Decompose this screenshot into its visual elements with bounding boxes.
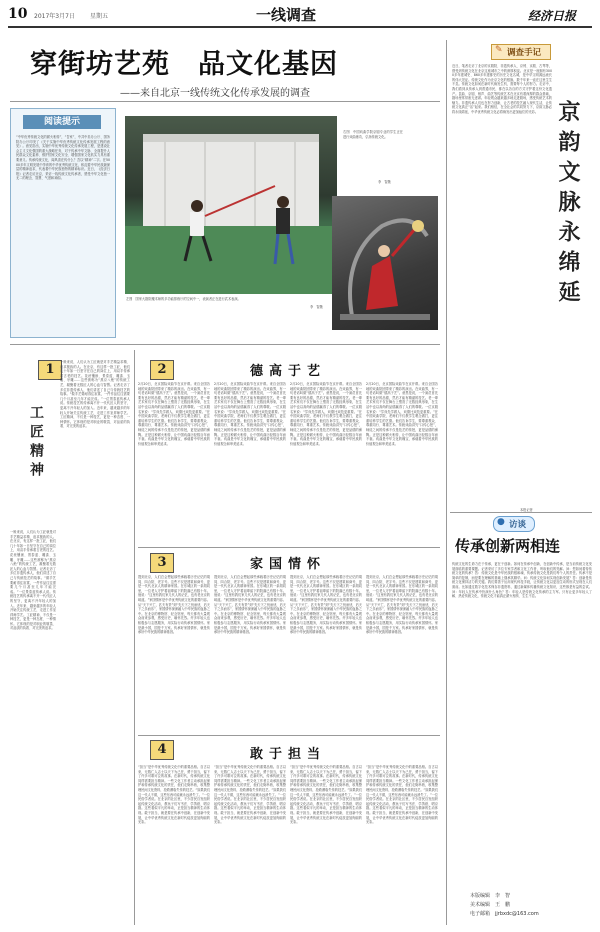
section-4-text-d: “担当”是中华优秀传统文化中的重要品格。自古以来，无数仁人志士以天下为己任，勇于担当，留下了许多可歌可泣的故事。在新时代，传承传统文化同样需要担当精神。一些文化工作者主动承担起保护和传承传统文化的责任，他们走街串巷，收集整理民间文化资料，抢救濒临失传的技艺。“如果我们这一代人不做，这些东西可能就永远消失了。”一位民俗学者说。在北京的社区里，不少居民自发组织起传统文化活动，教孩子们写书法、学剪纸、唱京剧。这些看似平凡的举动，正是担当精神的生动体现。敢于担当，就是要在传承中创新，在创新中发展，让中华优秀传统文化在新时代绽放更加绚丽的光彩。: [366, 765, 438, 825]
pen-icon: ✎: [495, 45, 503, 55]
reading-tips-text: “中华优秀传统文化的薪火相传”，“吾家”，中共中央办公厅、国务院办公厅印发了《关于实施中华优秀传统文化传承发展工程的意见》。意见指出，实施中华优秀传统文化传承发展工程，是建设社会主义文化强国的重大战略任务，对于传承中华文脉、全面提升人民群众文化素养、维护国家文化安全、增强国家文化软实力具有重要意义。传承传统文化，闻风喜在传什么？吾以“精神”二字。在5000多年文明发展中孕育的中华优秀传统文化，积淀着中华民族最深层的精神追求，代表着中华民族独特的精神标识。近日，《经济日报》记者走访北京，采访一线传统文化传承者，感受中华文化独一无二的理念、智慧、气度和神韵。: [16, 135, 110, 181]
section-2-title: 德高于艺: [250, 364, 327, 379]
column-title: 京韵文脉永绵延: [555, 100, 581, 310]
section-3-number: 3: [150, 553, 174, 573]
footer-credits: [470, 892, 590, 928]
divider-section-2-3: [138, 547, 440, 548]
photo-main-caption: 左图 国家大剧院魔术师的多功能排练厅的空间中一，表演者正在进行武术表演。: [126, 297, 241, 301]
art-editor-label: 美术编辑: [470, 902, 491, 908]
section-2-number: 2: [150, 360, 174, 380]
section-3-title: 家国情怀: [250, 557, 327, 572]
divider-section-3-4: [138, 735, 440, 736]
divider-above-sections: [10, 344, 440, 345]
section-4-text-c: “担当”是中华优秀传统文化中的重要品格。自古以来，无数仁人志士以天下为己任，勇于担当，留下了许多可歌可泣的故事。在新时代，传承传统文化同样需要担当精神。一些文化工作者主动承担起保护和传承传统文化的责任，他们走街串巷，收集整理民间文化资料，抢救濒临失传的技艺。“如果我们这一代人不做，这些东西可能就永远消失了。”一位民俗学者说。在北京的社区里，不少居民自发组织起传统文化活动，教孩子们写书法、学剪纸、唱京剧。这些看似平凡的举动，正是担当精神的生动体现。敢于担当，就是要在传承中创新，在创新中发展，让中华优秀传统文化在新时代绽放更加绚丽的光彩。: [290, 765, 362, 825]
section-4-number: 4: [150, 740, 174, 760]
photo-right-caption: 右图 中国戏曲学院京剧专业的学生正在进行戏曲练功，弘扬传统文化。: [343, 130, 403, 139]
email-label: 电子邮箱: [470, 911, 491, 917]
section-2-text-b: 2月20日，北京国际戏曲节在京开幕。来自全国各地的戏曲院团带来了精彩的演出。在戏曲界，有一句老话叫做“德高于艺”。意思是说，一个演员首先要有良好的品德，然后才能有精湛的技艺。老一辈艺术家们不仅在舞台上塑造了无数经典形象，在生活中也以高尚的品德赢得了人们的尊敬。一位京剧名家说：“学戏先学做人，戏德比戏技更重要。”在中国戏曲学院，老师们不仅教学生唱念做打，更注重培养学生的艺德。他们告诉学生，要尊重观众、尊重同行、尊重艺术。传统戏曲讲究“口传心授”，师徒之间的传承不仅是技艺的传授，更是品德的熏陶。正是这种薪火相传，让中国戏曲历经数百年而不衰。戏曲是中华文化的瑰宝，承载着中华民族的价值观念和审美追求。: [214, 382, 286, 446]
section-2-text-c: 2月20日，北京国际戏曲节在京开幕。来自全国各地的戏曲院团带来了精彩的演出。在戏曲界，有一句老话叫做“德高于艺”。意思是说，一个演员首先要有良好的品德，然后才能有精湛的技艺。老一辈艺术家们不仅在舞台上塑造了无数经典形象，在生活中也以高尚的品德赢得了人们的尊敬。一位京剧名家说：“学戏先学做人，戏德比戏技更重要。”在中国戏曲学院，老师们不仅教学生唱念做打，更注重培养学生的艺德。他们告诉学生，要尊重观众、尊重同行、尊重艺术。传统戏曲讲究“口传心授”，师徒之间的传承不仅是技艺的传授，更是品德的熏陶。正是这种薪火相传，让中国戏曲历经数百年而不衰。戏曲是中华文化的瑰宝，承载着中华民族的价值观念和审美追求。: [290, 382, 362, 446]
interview-title: 传承创新两相连: [455, 537, 561, 555]
divider-section-left: [134, 350, 135, 925]
editor-name: 李 智: [495, 893, 511, 899]
interview-text: 传统文化的生命力在于传承，更在于创新。如何在传承中创新，在创新中传承，是当前传统文化发展面临的重要课题。记者采访了多位专家学者和文化工作者，听取他们的见解。问：您如何看待传统文化的传承？答：传统文化是中华民族的根和魂，传承传统文化是我们每个人的责任。传承不是简单的复制，而是要在理解的基础上继承其精华。问：传统文化如何实现创新发展？答：创新是传统文化保持活力的关键。我们要善于运用现代科技手段，让传统文化以更加生动的形式呈现在人们面前。比如通过数字化技术保存非遗资料，通过新媒体传播传统文化知识，这些都是有益的尝试。问：年轻人在传承中扮演什么角色？答：年轻人是传统文化传承的主力军。只有让更多年轻人了解、热爱传统文化，传统文化才能真正薪火相传、生生不息。: [452, 562, 592, 599]
photo-right-credit: 李 智摄: [378, 180, 391, 184]
column-text: 近日，笔者走访了北京的京剧院、非遗传承人、京绣、京剧、古琴等，感受到传统文化在北京这座城市之中的深厚积淀。北京是一座拥有3000多年建城史、860多年建都史的历史文化名城，是中华文明源远流长的伟大见证。传统文化作为北京文化的根脉，数千年来一直在这里生生不息。传统文化如何在新时代焕发生机，需要每个人的努力。走访中，我们看到从传承人到普通市民，都在以各自的方式守护着这份文化遗产。昆曲、京剧、相声、曲艺等传统艺术在北京有着深厚的群众基础，剧场里常常座无虚席。年轻观众越来越多地走进剧场，感受传统艺术的魅力。非遗传承人们也在努力创新，让古老的技艺融入现代生活，让传统文化真正“活”起来。我们相信，在全社会的共同努力下，京韵文脉必将永续绵延，中华优秀传统文化必将焕发出更加灿烂的光彩。: [452, 64, 552, 114]
reading-tips-box: [10, 108, 116, 338]
section-4-title: 敢于担当: [250, 747, 327, 762]
interview-label-text: 访谈: [509, 520, 527, 530]
section-3-text-d: 提到北京，人们总会想起那些承载着历史记忆的胡同、四合院、老字号。这些不仅是建筑和商号，更是一代代北京人的精神家园。在东城区的一条胡同里，一位老人守护着祖辈留下的院落已有数十年。他说：“这里有我们家几代人的记忆，也有老北京的味道。”家国情怀是中华优秀传统文化的重要内容。从“天下兴亡，匹夫有责”到“先天下之忧而忧，后天下之乐而乐”，家国情怀深深融入中华民族的血脉之中。在北京的博物馆、纪念馆里，每天都有大量观众前来参观，感受历史，缅怀先烈。许多年轻人也积极参与志愿服务，用实际行动传承家国情怀。家是最小国，国是千万家。传承好家国情怀，就是传承好中华民族的精神基因。: [366, 575, 438, 635]
section-2-text-a: 2月20日，北京国际戏曲节在京开幕。来自全国各地的戏曲院团带来了精彩的演出。在戏曲界，有一句老话叫做“德高于艺”。意思是说，一个演员首先要有良好的品德，然后才能有精湛的技艺。老一辈艺术家们不仅在舞台上塑造了无数经典形象，在生活中也以高尚的品德赢得了人们的尊敬。一位京剧名家说：“学戏先学做人，戏德比戏技更重要。”在中国戏曲学院，老师们不仅教学生唱念做打，更注重培养学生的艺德。他们告诉学生，要尊重观众、尊重同行、尊重艺术。传统戏曲讲究“口传心授”，师徒之间的传承不仅是技艺的传授，更是品德的熏陶。正是这种薪火相传，让中国戏曲历经数百年而不衰。戏曲是中华文化的瑰宝，承载着中华民族的价值观念和审美追求。: [138, 382, 210, 446]
section-3-text-a: 提到北京，人们总会想起那些承载着历史记忆的胡同、四合院、老字号。这些不仅是建筑和商号，更是一代代北京人的精神家园。在东城区的一条胡同里，一位老人守护着祖辈留下的院落已有数十年。他说：“这里有我们家几代人的记忆，也有老北京的味道。”家国情怀是中华优秀传统文化的重要内容。从“天下兴亡，匹夫有责”到“先天下之忧而忧，后天下之乐而乐”，家国情怀深深融入中华民族的血脉之中。在北京的博物馆、纪念馆里，每天都有大量观众前来参观，感受历史，缅怀先烈。许多年轻人也积极参与志愿服务，用实际行动传承家国情怀。家是最小国，国是千万家。传承好家国情怀，就是传承好中华民族的精神基因。: [138, 575, 210, 635]
issue-date: 2017年3月7日: [34, 13, 75, 20]
headline-subtitle: ——来自北京一线传统文化传承发展的调查: [120, 88, 310, 99]
email-address: jjrbxdc@163.com: [495, 911, 539, 917]
issue-weekday: 星期五: [90, 13, 109, 20]
photo-main-illustration: [125, 116, 337, 294]
section-1-title: 工匠精神: [28, 405, 44, 481]
masthead: [8, 4, 592, 28]
column-label: [491, 44, 551, 60]
divider-right-column: [446, 40, 447, 925]
section-1-text: 一般来说，人们认为工匠就是对手艺精益求精、追求极致的人。在北京，有这样一批工匠，他们几十年如一日坚守在自己的岗位上，用双手传承着古老的技艺。花丝镶嵌、景泰蓝、雕漆、玉雕、牙雕……这些被称为“燕京八绝”的传统工艺，凝聚着无数匠人的心血与智慧。记者走访了多位非遗传承人，他们讲述了自己与传统技艺的故事。“做手艺要耐得住寂寞，一件作品往往需要几个月甚至几年才能完成。”一位景泰蓝传承人说。传统技艺的传承离不开一代代匠人的坚守，更离不开年轻人的加入。近年来，越来越多的年轻人开始关注传统工艺，走进工作室拜师学艺。工匠精神，不仅是一种技艺，更是一种态度、一种情怀。它体现的是对职业的敬畏、对品质的执着、对完美的追求。: [60, 360, 130, 429]
section-4-text-a: “担当”是中华优秀传统文化中的重要品格。自古以来，无数仁人志士以天下为己任，勇于担当，留下了许多可歌可泣的故事。在新时代，传承传统文化同样需要担当精神。一些文化工作者主动承担起保护和传承传统文化的责任，他们走街串巷，收集整理民间文化资料，抢救濒临失传的技艺。“如果我们这一代人不做，这些东西可能就永远消失了。”一位民俗学者说。在北京的社区里，不少居民自发组织起传统文化活动，教孩子们写书法、学剪纸、唱京剧。这些看似平凡的举动，正是担当精神的生动体现。敢于担当，就是要在传承中创新，在创新中发展，让中华优秀传统文化在新时代绽放更加绚丽的光彩。: [138, 765, 210, 825]
newspaper-name: 经济日报: [528, 9, 577, 23]
column-author: 本报记者: [520, 508, 533, 512]
divider-under-headline: [10, 101, 440, 102]
reading-tips-label: 阅读提示: [23, 115, 101, 129]
photo-main: [125, 116, 337, 294]
section-3-text-b: 提到北京，人们总会想起那些承载着历史记忆的胡同、四合院、老字号。这些不仅是建筑和商号，更是一代代北京人的精神家园。在东城区的一条胡同里，一位老人守护着祖辈留下的院落已有数十年。他说：“这里有我们家几代人的记忆，也有老北京的味道。”家国情怀是中华优秀传统文化的重要内容。从“天下兴亡，匹夫有责”到“先天下之忧而忧，后天下之乐而乐”，家国情怀深深融入中华民族的血脉之中。在北京的博物馆、纪念馆里，每天都有大量观众前来参观，感受历史，缅怀先烈。许多年轻人也积极参与志愿服务，用实际行动传承家国情怀。家是最小国，国是千万家。传承好家国情怀，就是传承好中华民族的精神基因。: [214, 575, 286, 635]
page-number: 10: [8, 6, 28, 22]
section-3-text-c: 提到北京，人们总会想起那些承载着历史记忆的胡同、四合院、老字号。这些不仅是建筑和商号，更是一代代北京人的精神家园。在东城区的一条胡同里，一位老人守护着祖辈留下的院落已有数十年。他说：“这里有我们家几代人的记忆，也有老北京的味道。”家国情怀是中华优秀传统文化的重要内容。从“天下兴亡，匹夫有责”到“先天下之忧而忧，后天下之乐而乐”，家国情怀深深融入中华民族的血脉之中。在北京的博物馆、纪念馆里，每天都有大量观众前来参观，感受历史，缅怀先烈。许多年轻人也积极参与志愿服务，用实际行动传承家国情怀。家是最小国，国是千万家。传承好家国情怀，就是传承好中华民族的精神基因。: [290, 575, 362, 635]
section-4-text-b: “担当”是中华优秀传统文化中的重要品格。自古以来，无数仁人志士以天下为己任，勇于担当，留下了许多可歌可泣的故事。在新时代，传承传统文化同样需要担当精神。一些文化工作者主动承担起保护和传承传统文化的责任，他们走街串巷，收集整理民间文化资料，抢救濒临失传的技艺。“如果我们这一代人不做，这些东西可能就永远消失了。”一位民俗学者说。在北京的社区里，不少居民自发组织起传统文化活动，教孩子们写书法、学剪纸、唱京剧。这些看似平凡的举动，正是担当精神的生动体现。敢于担当，就是要在传承中创新，在创新中发展，让中华优秀传统文化在新时代绽放更加绚丽的光彩。: [214, 765, 286, 825]
editor-label: 本版编辑: [470, 893, 491, 899]
section-1-number: 1: [38, 360, 62, 380]
photo-main-credit: 李 智摄: [310, 305, 323, 309]
photo-right-illustration: [332, 196, 438, 330]
art-editor-name: 王 鹏: [495, 902, 511, 908]
chat-icon: ●: [497, 517, 505, 527]
column-label-text: 调查手记: [507, 48, 542, 58]
section-title: 一线调查: [256, 6, 317, 24]
photo-right: [332, 196, 438, 330]
section-1-text-cont: 一般来说，人们认为工匠就是对手艺精益求精、追求极致的人。在北京，有这样一批工匠，他们几十年如一日坚守在自己的岗位上，用双手传承着古老的技艺。花丝镶嵌、景泰蓝、雕漆、玉雕、牙雕……这些被称为“燕京八绝”的传统工艺，凝聚着无数匠人的心血与智慧。记者走访了多位非遗传承人，他们讲述了自己与传统技艺的故事。“做手艺要耐得住寂寞，一件作品往往需要几个月甚至几年才能完成。”一位景泰蓝传承人说。传统技艺的传承离不开一代代匠人的坚守，更离不开年轻人的加入。近年来，越来越多的年轻人开始关注传统工艺，走进工作室拜师学艺。工匠精神，不仅是一种技艺，更是一种态度、一种情怀。它体现的是对职业的敬畏、对品质的执着、对完美的追求。: [10, 530, 56, 631]
headline-title: 穿街坊艺苑 品文化基因: [30, 49, 338, 80]
interview-label: [493, 516, 535, 532]
section-2-text-d: 2月20日，北京国际戏曲节在京开幕。来自全国各地的戏曲院团带来了精彩的演出。在戏曲界，有一句老话叫做“德高于艺”。意思是说，一个演员首先要有良好的品德，然后才能有精湛的技艺。老一辈艺术家们不仅在舞台上塑造了无数经典形象，在生活中也以高尚的品德赢得了人们的尊敬。一位京剧名家说：“学戏先学做人，戏德比戏技更重要。”在中国戏曲学院，老师们不仅教学生唱念做打，更注重培养学生的艺德。他们告诉学生，要尊重观众、尊重同行、尊重艺术。传统戏曲讲究“口传心授”，师徒之间的传承不仅是技艺的传授，更是品德的熏陶。正是这种薪火相传，让中国戏曲历经数百年而不衰。戏曲是中华文化的瑰宝，承载着中华民族的价值观念和审美追求。: [366, 382, 438, 446]
divider-above-interview: [450, 512, 592, 513]
